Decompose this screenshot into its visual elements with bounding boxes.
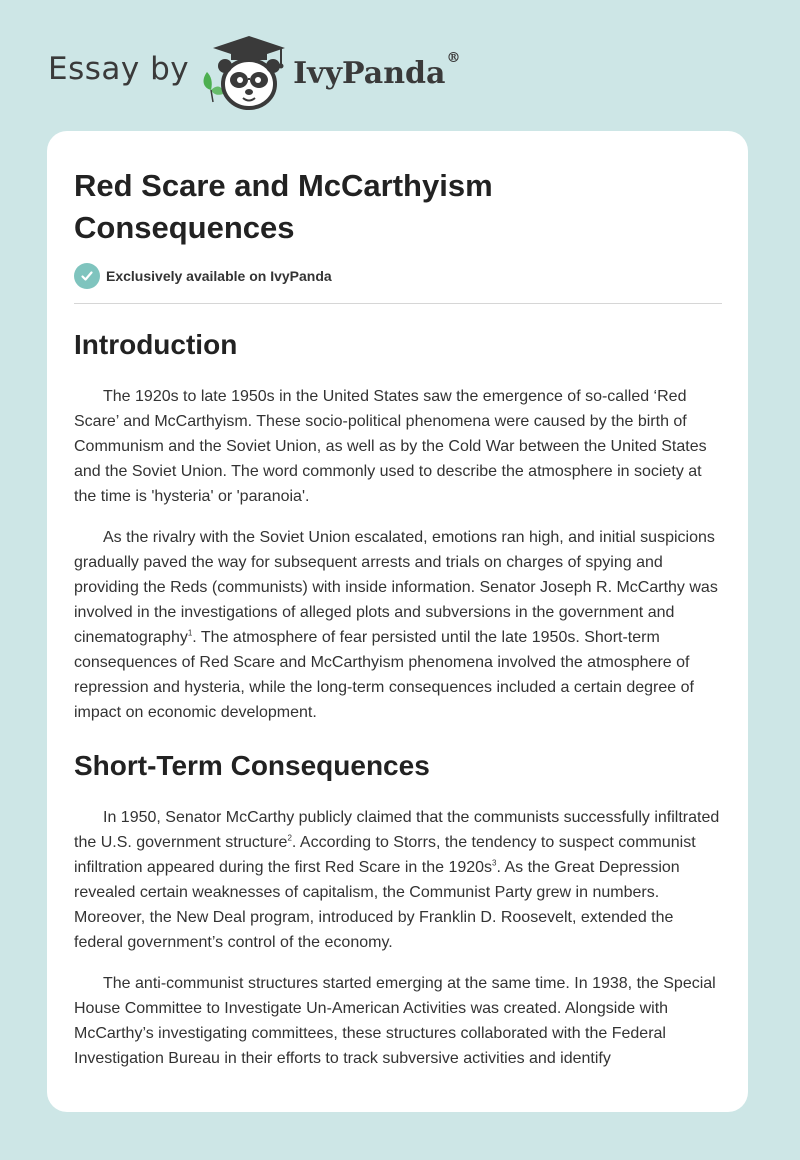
registered-mark: ® bbox=[446, 49, 461, 66]
footnote-ref-2[interactable]: 2 bbox=[287, 833, 292, 843]
section-heading-short-term: Short-Term Consequences bbox=[74, 750, 430, 781]
exclusive-badge bbox=[74, 263, 722, 304]
essay-card bbox=[47, 131, 748, 1112]
footnote-ref-3[interactable]: 3 bbox=[492, 858, 497, 868]
panda-graduation-cap-icon bbox=[197, 32, 289, 112]
footnote-ref-1[interactable]: 1 bbox=[187, 628, 193, 638]
site-brand[interactable] bbox=[48, 32, 460, 112]
brand-name: IvyPanda® bbox=[293, 49, 461, 91]
paragraph-intro-1: The 1920s to late 1950s in the United States saw the emergence of so-called ‘Red Scare’ and McCarthyism. These socio-political phenomena were caused by the birth of Communism and the Soviet Union, as well as by the Cold War between the United States and the Soviet Union. The word commonly used to describe the atmosphere in society at the time is 'hysteria' or 'paranoia'. bbox=[74, 388, 707, 505]
paragraph-intro-2: As the rivalry with the Soviet Union escalated, emotions ran high, and initial suspicions gradually paved the way for subsequent arrests and trials on charges of spying and providing the Reds (communists) with inside information. Senator Joseph R. McCarthy was involved in the investigations of alleged plots and subversions in the government and cinematography$^1$. The atmosphere of fear persisted until the late 1950s. Short-term consequences of Red Scare and McCarthyism phenomena involved the atmosphere of repression and hysteria, while the long-term consequences included a certain degree of impact on economic development. bbox=[74, 529, 718, 721]
essay-title: Red Scare and McCarthyism Consequences bbox=[74, 168, 493, 245]
leaf-icon bbox=[204, 72, 223, 102]
section-heading-introduction: Introduction bbox=[74, 329, 238, 360]
brand-prefix: Essay by bbox=[48, 51, 190, 87]
exclusive-text: Exclusively available on IvyPanda bbox=[106, 268, 332, 284]
paragraph-short-term-1: In 1950, Senator McCarthy publicly claimed that the communists successfully infiltrated the U.S. government structure$^2$. According to Storrs, the tendency to suspect communist infiltration appeared during the first Red Scare in the $1920s^3$. As the Great Depression revealed certain weaknesses of capitalism, the Communist Party grew in numbers. Moreover, the New Deal program, introduced by Franklin D. Roosevelt, extended the federal government’s control of the economy. bbox=[74, 809, 720, 951]
check-circle-icon bbox=[74, 263, 100, 289]
paragraph-short-term-2: The anti-communist structures started emerging at the same time. In 1938, the Special House Committee to Investigate Un-American Activities was created. Alongside with McCarthy’s investigating committees, these structures collaborated with the Federal Investigation Bureau in their efforts to track subversive activities and identify bbox=[74, 975, 716, 1067]
